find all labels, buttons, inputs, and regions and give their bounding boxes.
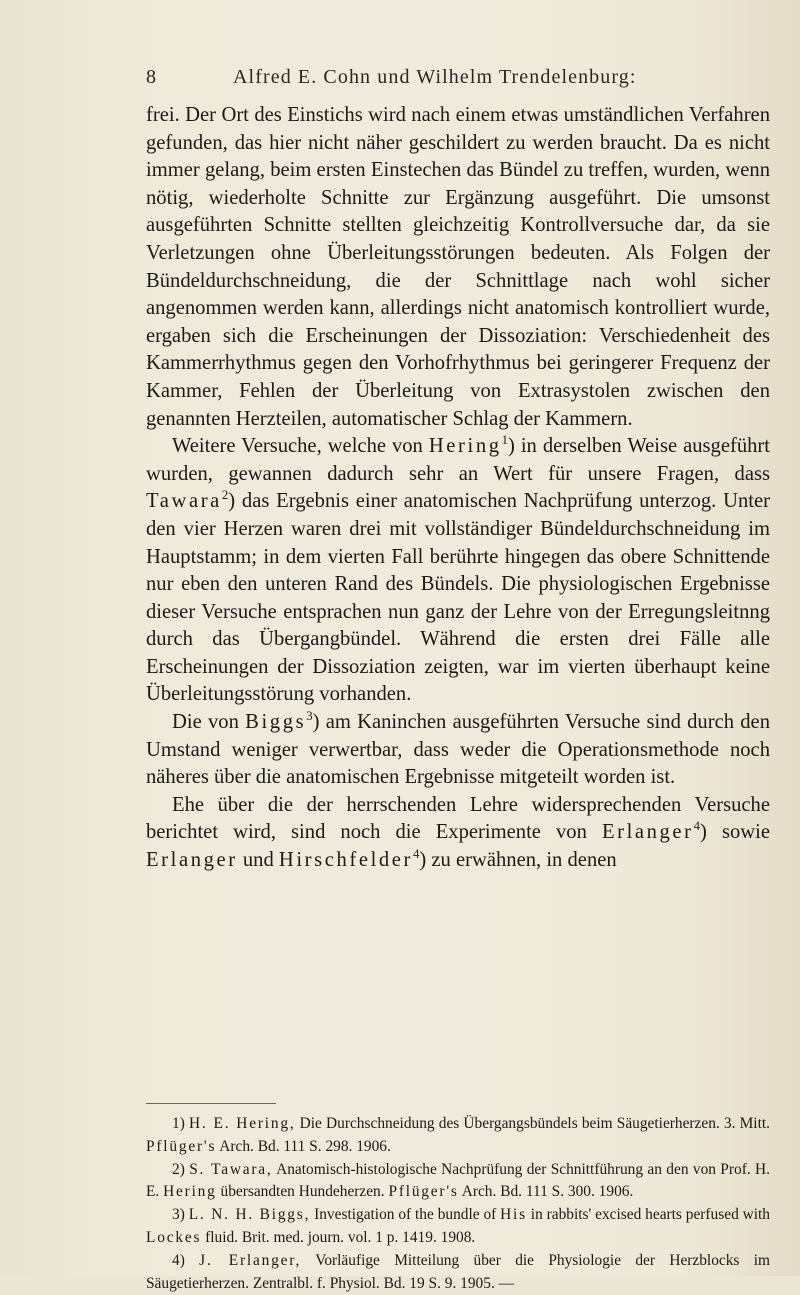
- author-name-hering: Hering: [428, 435, 502, 458]
- footnote-text: fluid. Brit. med. journ. vol. 1 p. 1419. 1908.: [201, 1228, 476, 1246]
- footnote-ref-2: 2: [221, 488, 229, 503]
- footnote-number: 3): [172, 1206, 185, 1224]
- footnote-text: in rabbits' excised hearts perfused with: [526, 1206, 770, 1224]
- author-name-erlanger: Erlanger: [146, 849, 238, 872]
- author-name-biggs: Biggs: [245, 711, 307, 734]
- footnote-number: 4): [172, 1251, 185, 1269]
- footnote-2: [146, 1159, 770, 1205]
- running-head: [146, 66, 766, 92]
- footnote-name: Lockes: [146, 1228, 202, 1246]
- page-number: 8: [146, 66, 156, 88]
- footnote-journal-author: Pflüger's: [146, 1137, 217, 1155]
- text-span: ) in derselben Weise ausgeführt wurden, gewannen dadurch sehr an Wert für unsere Fragen, dass: [146, 435, 771, 485]
- footnote-author: J. Erlanger,: [199, 1251, 302, 1269]
- text-span: Die von: [172, 711, 246, 734]
- footnote-text: Arch. Bd. 111 S. 298. 1906.: [216, 1137, 391, 1155]
- footnote-number: 2): [172, 1160, 185, 1178]
- author-name-tawara: Tawara: [146, 490, 222, 513]
- footnote-journal-author: Pflüger's: [388, 1183, 459, 1201]
- text-span: ) das Ergebnis einer anatomischen Nachprüfung unterzog. Unter den vier Herzen waren drei mit vollständiger Bündeldurchschneidung im Hauptstamm; in dem vierten Fall berührte hingegen das obere Schnittende nur eben den unteren Rand des Bündels. Die physiologischen Ergebnisse dieser Versuche entsprachen nun ganz der Lehre von der Erregungsleitnng durch das Übergangbündel. Während die ersten drei Fälle alle Erscheinungen der Dissoziation zeigten, war im vierten überhaupt keine Überleitungsstörung vorhanden.: [146, 490, 770, 706]
- footnote-name: His: [500, 1206, 527, 1224]
- footnote-text: Die Durchschneidung des Übergangsbündels beim Säugetierherzen. 3. Mitt.: [295, 1115, 770, 1132]
- footnote-divider: [146, 1103, 276, 1104]
- running-title: Alfred E. Cohn und Wilhelm Trendelenburg:: [233, 66, 637, 88]
- footnote-1: [146, 1113, 770, 1159]
- paragraph-3: [146, 709, 770, 792]
- text-span: ) am Kaninchen ausgeführten Versuche sind durch den Umstand weniger verwertbar, dass weder die Operationsmethode noch näheres über die anatomischen Ergebnisse mitgeteilt worden ist.: [146, 711, 770, 789]
- author-name-erlanger: Erlanger: [601, 821, 694, 844]
- footnote-ref-3: 3: [306, 709, 313, 724]
- footnote-text: Arch. Bd. 111 S. 300. 1906.: [458, 1183, 634, 1201]
- footnotes: [146, 1113, 770, 1295]
- footnote-author: S. Tawara,: [189, 1160, 273, 1178]
- footnote-text: übersandten Hundeherzen.: [216, 1183, 389, 1201]
- text-span: Ehe über die der herrschenden Lehre widersprechenden Versuche berichtet wird, sind noch die Experimente von: [146, 793, 770, 844]
- main-text: [146, 102, 770, 875]
- footnote-text: Investigation of the bundle of: [310, 1206, 501, 1224]
- footnote-3: [146, 1204, 770, 1250]
- footnote-ref-1: 1: [501, 433, 509, 448]
- author-name-hirschfelder: Hirschfelder: [278, 849, 414, 872]
- paragraph-1: frei. Der Ort des Einstichs wird nach einem etwas umständlichen Verfahren gefunden, das hier nicht näher geschildert zu werden braucht. Da es nicht immer gelang, beim ersten Einstechen das Bündel zu treffen, wurden, wenn nötig, wiederholte Schnitte zur Ergänzung ausgeführt. Die umsonst ausgeführten Schnitte stellten gleichzeitig Kontrollversuche dar, da sie Verletzungen ohne Überleitungsstörungen bedeuten. Als Folgen der Bündeldurchschneidung, die der Schnittlage nach wohl sicher angenommen werden kann, allerdings nicht anatomisch kontrolliert wurde, ergaben sich die Erscheinungen der Dissoziation: Verschiedenheit des Kammerrhythmus gegen den Vorhofrhythmus bei geringerer Frequenz der Kammer, Fehlen der Überleitung von Extrasystolen zwischen den genannten Herzteilen, automatischer Schlag der Kammern.: [146, 104, 770, 430]
- footnote-author: L. N. H. Biggs,: [188, 1206, 311, 1224]
- footnote-4: [146, 1250, 770, 1295]
- footnote-number: 1): [172, 1115, 185, 1132]
- footnote-text: Anatomisch-histologische Nachprüfung der Schnittführung an den von Prof. H. E.: [146, 1160, 770, 1201]
- text-span: ) sowie: [700, 821, 770, 844]
- footnote-text: Vorläufige Mitteilung über die Physiologie der Herzblocks im Säugetierherzen. Zentralbl. f. Physiol. Bd. 19 S. 9. 1905. —: [146, 1251, 771, 1292]
- footnote-name: Hering: [163, 1183, 217, 1201]
- paragraph-4: [146, 792, 770, 875]
- text-span: ) zu erwähnen, in denen: [419, 849, 617, 872]
- footnote-author: H. E. Hering,: [188, 1115, 296, 1132]
- text-span: und: [237, 849, 279, 872]
- footnote-ref-4: 4: [693, 819, 701, 834]
- footnote-ref-4b: 4: [413, 847, 420, 862]
- paragraph-2: [146, 433, 770, 709]
- text-span: Weitere Versuche, welche von: [172, 435, 429, 458]
